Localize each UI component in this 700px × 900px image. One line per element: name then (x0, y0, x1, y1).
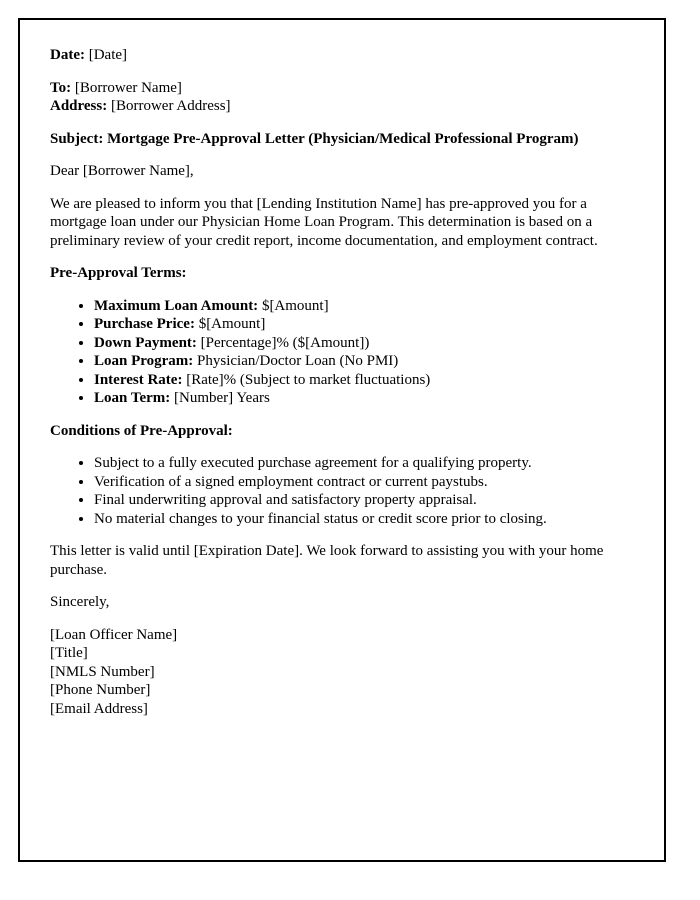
signature-email: [Email Address] (50, 700, 148, 717)
date-label: Date: (50, 47, 85, 63)
signature-block (50, 626, 634, 719)
conditions-list (50, 454, 634, 528)
address-line (50, 97, 634, 116)
term-value: $[Amount] (261, 297, 329, 314)
date-value: [Date] (88, 47, 128, 63)
term-value: [Percentage]% ($[Amount]) (200, 334, 370, 351)
term-item (94, 334, 634, 353)
intro-paragraph: We are pleased to inform you that [Lending Institution Name] has pre-approved you for a mortgage loan under our Physician Home Loan Program. This determination is based on a preliminary review of your credit report, income documentation, and employment contract. (50, 195, 598, 249)
condition-item: • Final underwriting approval and satisfactory property appraisal. (94, 491, 634, 510)
term-label: Purchase Price: (94, 316, 195, 332)
condition-item: • Subject to a fully executed purchase agreement for a qualifying property. (94, 454, 634, 473)
date-line (50, 46, 634, 65)
address-label: Address: (50, 98, 108, 114)
term-item (94, 315, 634, 334)
closing-line: Sincerely, (50, 594, 110, 610)
validity-paragraph: This letter is valid until [Expiration Date]. We look forward to assisting you with your home purchase. (50, 543, 604, 578)
term-label: Loan Term: (94, 390, 171, 406)
term-item (94, 352, 634, 371)
condition-item: • No material changes to your financial status or credit score prior to closing. (94, 510, 634, 529)
conditions-heading: Conditions of Pre-Approval: (50, 422, 233, 439)
address-value: [Borrower Address] (110, 98, 231, 114)
term-label: Loan Program: (94, 353, 194, 369)
signature-phone: [Phone Number] (50, 682, 151, 698)
salutation: Dear [Borrower Name], (50, 163, 194, 179)
term-label: Maximum Loan Amount: (94, 297, 259, 314)
to-value: [Borrower Name] (74, 79, 182, 96)
term-value: $[Amount] (198, 316, 266, 332)
term-label: Down Payment: (94, 334, 197, 351)
condition-item: • Verification of a signed employment contract or current paystubs. (94, 473, 634, 492)
term-item (94, 371, 634, 390)
signature-nmls: [NMLS Number] (50, 663, 155, 680)
term-value: [Rate]% (Subject to market fluctuations) (186, 371, 431, 388)
term-label: Interest Rate: (94, 371, 183, 388)
signature-title: [Title] (50, 645, 88, 661)
term-item (94, 297, 634, 316)
terms-heading: Pre-Approval Terms: (50, 265, 187, 281)
signature-name: [Loan Officer Name] (50, 626, 178, 643)
subject-line: Subject: Mortgage Pre-Approval Letter (Physician/Medical Professional Program) (50, 130, 579, 147)
terms-list (50, 297, 634, 408)
to-label: To: (50, 79, 72, 96)
letter-page (18, 18, 666, 862)
term-value: Physician/Doctor Loan (No PMI) (197, 353, 399, 369)
term-item (94, 389, 634, 408)
term-value: [Number] Years (174, 390, 270, 406)
to-line (50, 79, 634, 98)
